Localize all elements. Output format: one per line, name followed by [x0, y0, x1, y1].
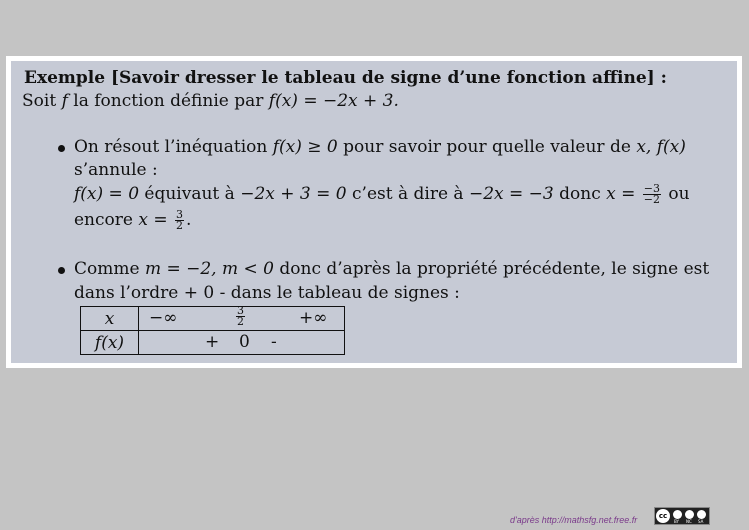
text: donc — [553, 184, 607, 204]
sa-icon — [697, 510, 706, 519]
source-credit: d'après http://mathsfg.net.free.fr — [510, 515, 638, 525]
equation: x = — [138, 210, 168, 230]
minus-infinity: −∞ — [149, 308, 178, 328]
x-values-cell — [139, 304, 345, 331]
sign-minus: - — [271, 332, 277, 352]
text: . — [186, 210, 192, 230]
equation: x = — [606, 184, 636, 204]
sign-zero: 0 — [239, 332, 250, 352]
sign-order: + 0 — [183, 283, 215, 303]
sa-label: SA — [698, 519, 704, 524]
text: - dans le tableau de signes : — [214, 283, 460, 303]
sign-plus: + — [205, 332, 220, 352]
text: encore — [74, 210, 139, 230]
intro-text: Soit — [22, 91, 62, 111]
inequation: f(x) ≥ 0 — [272, 137, 338, 157]
text: dans l’ordre — [74, 283, 184, 303]
cc-icon: cc — [656, 509, 670, 523]
equation: −2x + 3 = 0 — [240, 184, 347, 204]
bullet-1-line-4 — [74, 210, 191, 231]
equation: f(x) = 0 — [74, 184, 140, 204]
bullet-1-line-1 — [74, 137, 686, 157]
text: On résout l’inéquation — [74, 137, 273, 157]
bullet-2-marker — [58, 267, 65, 274]
nc-label: NC — [686, 519, 692, 524]
text: ou — [663, 184, 690, 204]
sign-values-cell — [139, 331, 345, 355]
example-box-content — [11, 61, 737, 363]
nc-icon — [685, 510, 694, 519]
math-x-fx: x, f(x) — [636, 137, 686, 157]
bullet-1-marker — [58, 145, 65, 152]
bullet-2-line-2 — [74, 283, 460, 303]
text: pour savoir pour quelle valeur de — [337, 137, 637, 157]
table-row-fx — [81, 331, 345, 355]
intro-expression: f(x) = −2x + 3. — [268, 91, 399, 111]
text: donc d’après la propriété précédente, le signe est — [273, 259, 710, 279]
plus-infinity: +∞ — [299, 308, 328, 328]
intro-text-2: la fonction définie par — [67, 91, 269, 111]
root-fraction: $\frac{3}{2}$ — [237, 304, 244, 328]
text: équivaut à — [139, 184, 241, 204]
example-title: Exemple [Savoir dresser le tableau de signe d’une fonction affine] : — [24, 68, 667, 88]
bullet-1-line-3 — [74, 184, 690, 205]
text: Comme — [74, 259, 145, 279]
sign-table — [80, 306, 345, 355]
fraction: $\frac{-3}{-2}$ — [643, 182, 660, 206]
table-row-x — [81, 307, 345, 331]
by-icon — [673, 510, 682, 519]
by-label: BY — [674, 519, 679, 524]
row-header-fx: f(x) — [81, 331, 139, 355]
text: c’est à dire à — [346, 184, 469, 204]
fraction: $\frac{3}{2}$ — [176, 208, 184, 232]
math-m: m = −2, m < 0 — [144, 259, 274, 279]
bullet-2-line-1 — [74, 259, 709, 279]
example-box — [6, 56, 742, 368]
row-header-x: x — [81, 307, 139, 331]
creative-commons-badge — [654, 507, 710, 525]
equation: −2x = −3 — [468, 184, 554, 204]
intro-line — [22, 91, 399, 111]
intro-f: f — [61, 91, 68, 111]
bullet-1-line-2: s’annule : — [74, 160, 158, 180]
